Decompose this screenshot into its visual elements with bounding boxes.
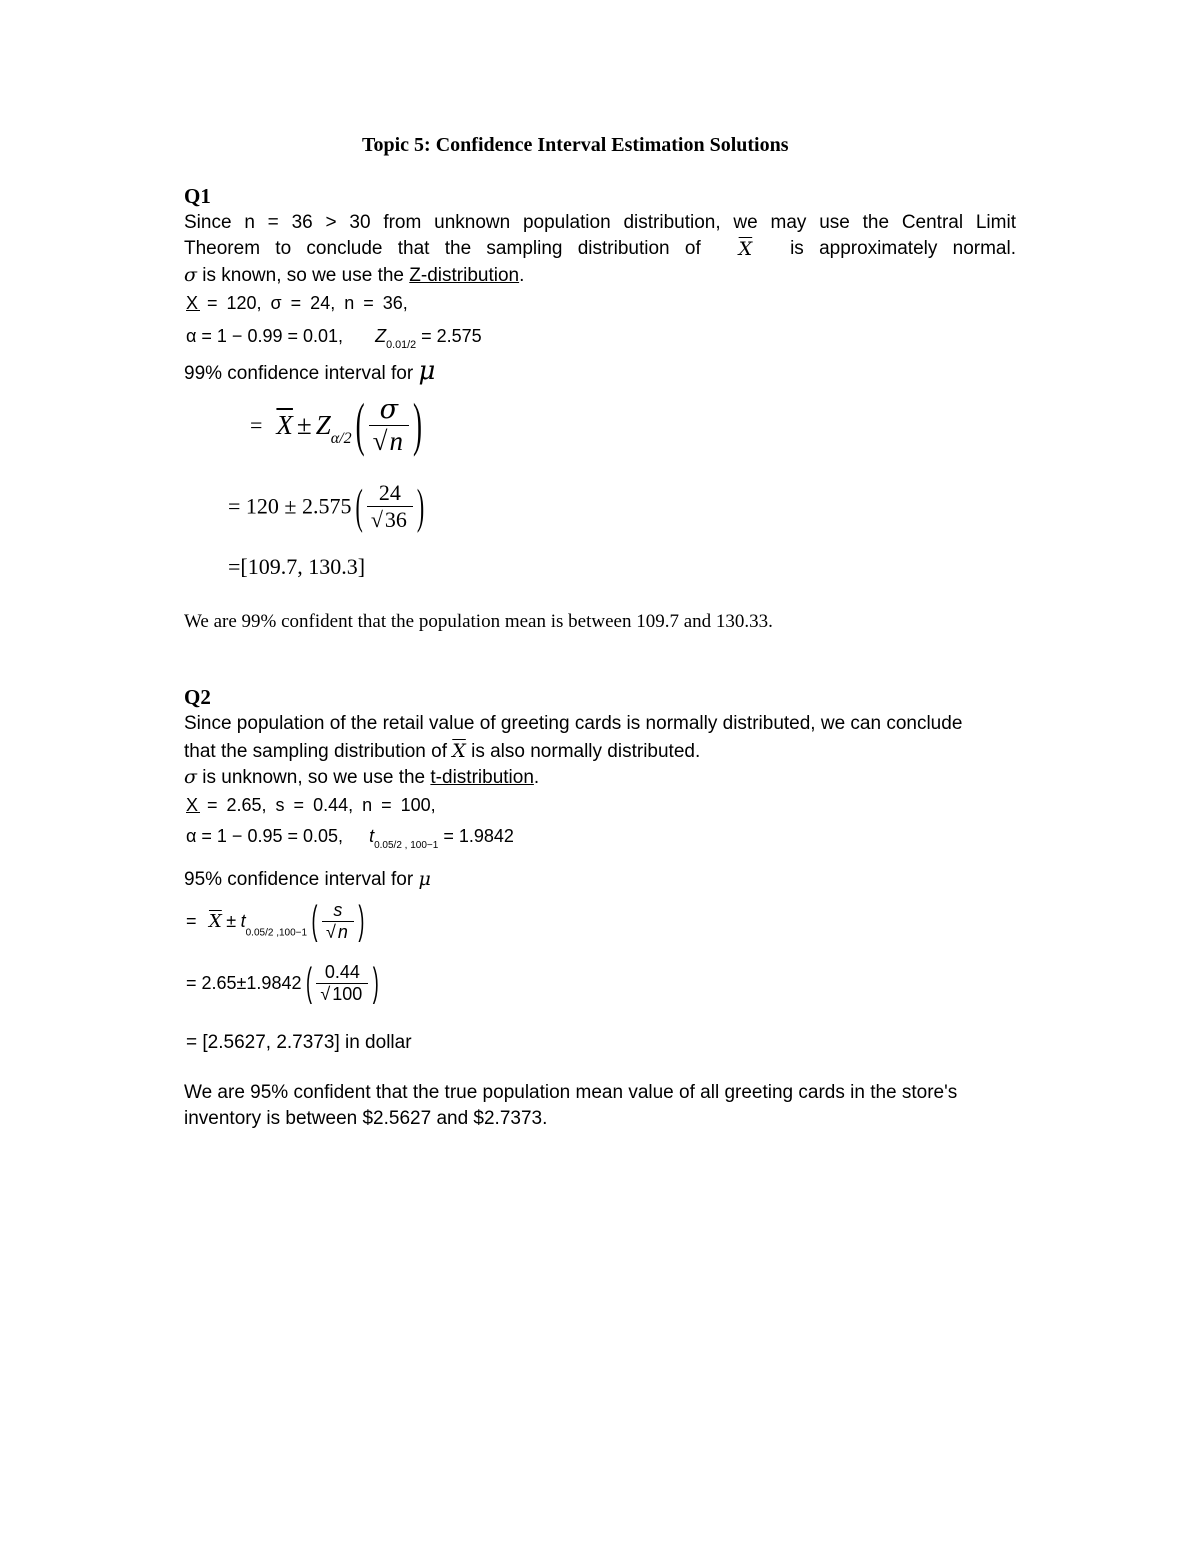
q2-step-2: = 2.65±1.9842 ( $\frac{0.44}{√ 100}$ ) [186,960,379,1005]
q1-alpha-line: α = 1 − 0.99 = 0.01, $Z_{0.01/2} = 2.575$ [186,326,482,351]
q2-heading: Q2 [184,685,211,709]
q2-ci-intro: 95% confidence interval for μ [184,868,431,890]
q2-paragraph-line-2: that the sampling distribution of $\overline{X}$ is also normally distributed. [184,740,701,762]
q1-givens-xbar-overline [186,310,200,311]
q1-step-2: = 120 ± 2.575 ( $\frac{24}{√36}$ ) [228,477,425,533]
q1-paragraph-line-1: Since n = 36 > 30 from unknown population distribution, we may use the Central Limit [184,212,1016,233]
sigma-symbol: σ [184,264,197,286]
sigma-symbol: σ [184,766,197,788]
t-distribution-link: t-distribution [430,767,534,788]
x-bar-symbol: $\overline{X}$ [738,238,753,260]
q2-alpha-line: α = 1 − 0.95 = 0.05, $t_{0.05/2 , 100-1} = 1.9842$ [186,826,514,851]
q2-conclusion-line-1: We are 95% confident that the true population mean value of all greeting cards in the store's [184,1082,958,1103]
q1-paragraph-line-3: σ is known, so we use the Z-distribution. [184,264,525,286]
q2-conclusion-line-2: inventory is between $2.5627 and $2.7373. [184,1108,548,1129]
mu-symbol: μ [418,868,431,890]
mu-symbol: μ [418,356,436,386]
q2-givens: X = 2.65, s = 0.44, n = 100, [186,795,436,815]
z-distribution-link: Z-distribution [409,265,520,286]
q1-paragraph-line-2: Theorem to conclude that the sampling distribution of $\overline{X}$ is approximately normal. [184,238,1016,260]
page-title: Topic 5: Confidence Interval Estimation Solutions [362,134,789,156]
q1-conclusion: We are 99% confident that the population mean is between 109.7 and 130.33. [184,611,773,632]
x-bar-symbol: $\overline{X}$ [452,740,466,762]
q2-givens-xbar-overline [186,812,200,813]
q2-result: = [2.5627, 2.7373] in dollar [186,1032,412,1053]
formula-x-bar: $\overline{X}$ [276,410,293,440]
q1-givens: X = 120, σ = 24, n = 36, [186,293,408,313]
q1-result: =[109.7, 130.3] [228,554,366,579]
q1-formula: = $\overline{X} \pm Z\alpha/2$ ( $\frac{\sigma}{√n}$ ) [250,391,422,458]
q2-paragraph-line-3: σ is unknown, so we use the t-distribution. [184,766,540,788]
q2-paragraph-line-1: Since population of the retail value of greeting cards is normally distributed, we can conclude [184,713,963,734]
q1-ci-intro: 99% confidence interval for μ [184,356,436,386]
q2-formula: = $\overline{X} \pm t_{0.05/2 ,100-1}$ ( $\frac{s}{√ n}$ ) [186,898,365,943]
q1-heading: Q1 [184,184,211,208]
